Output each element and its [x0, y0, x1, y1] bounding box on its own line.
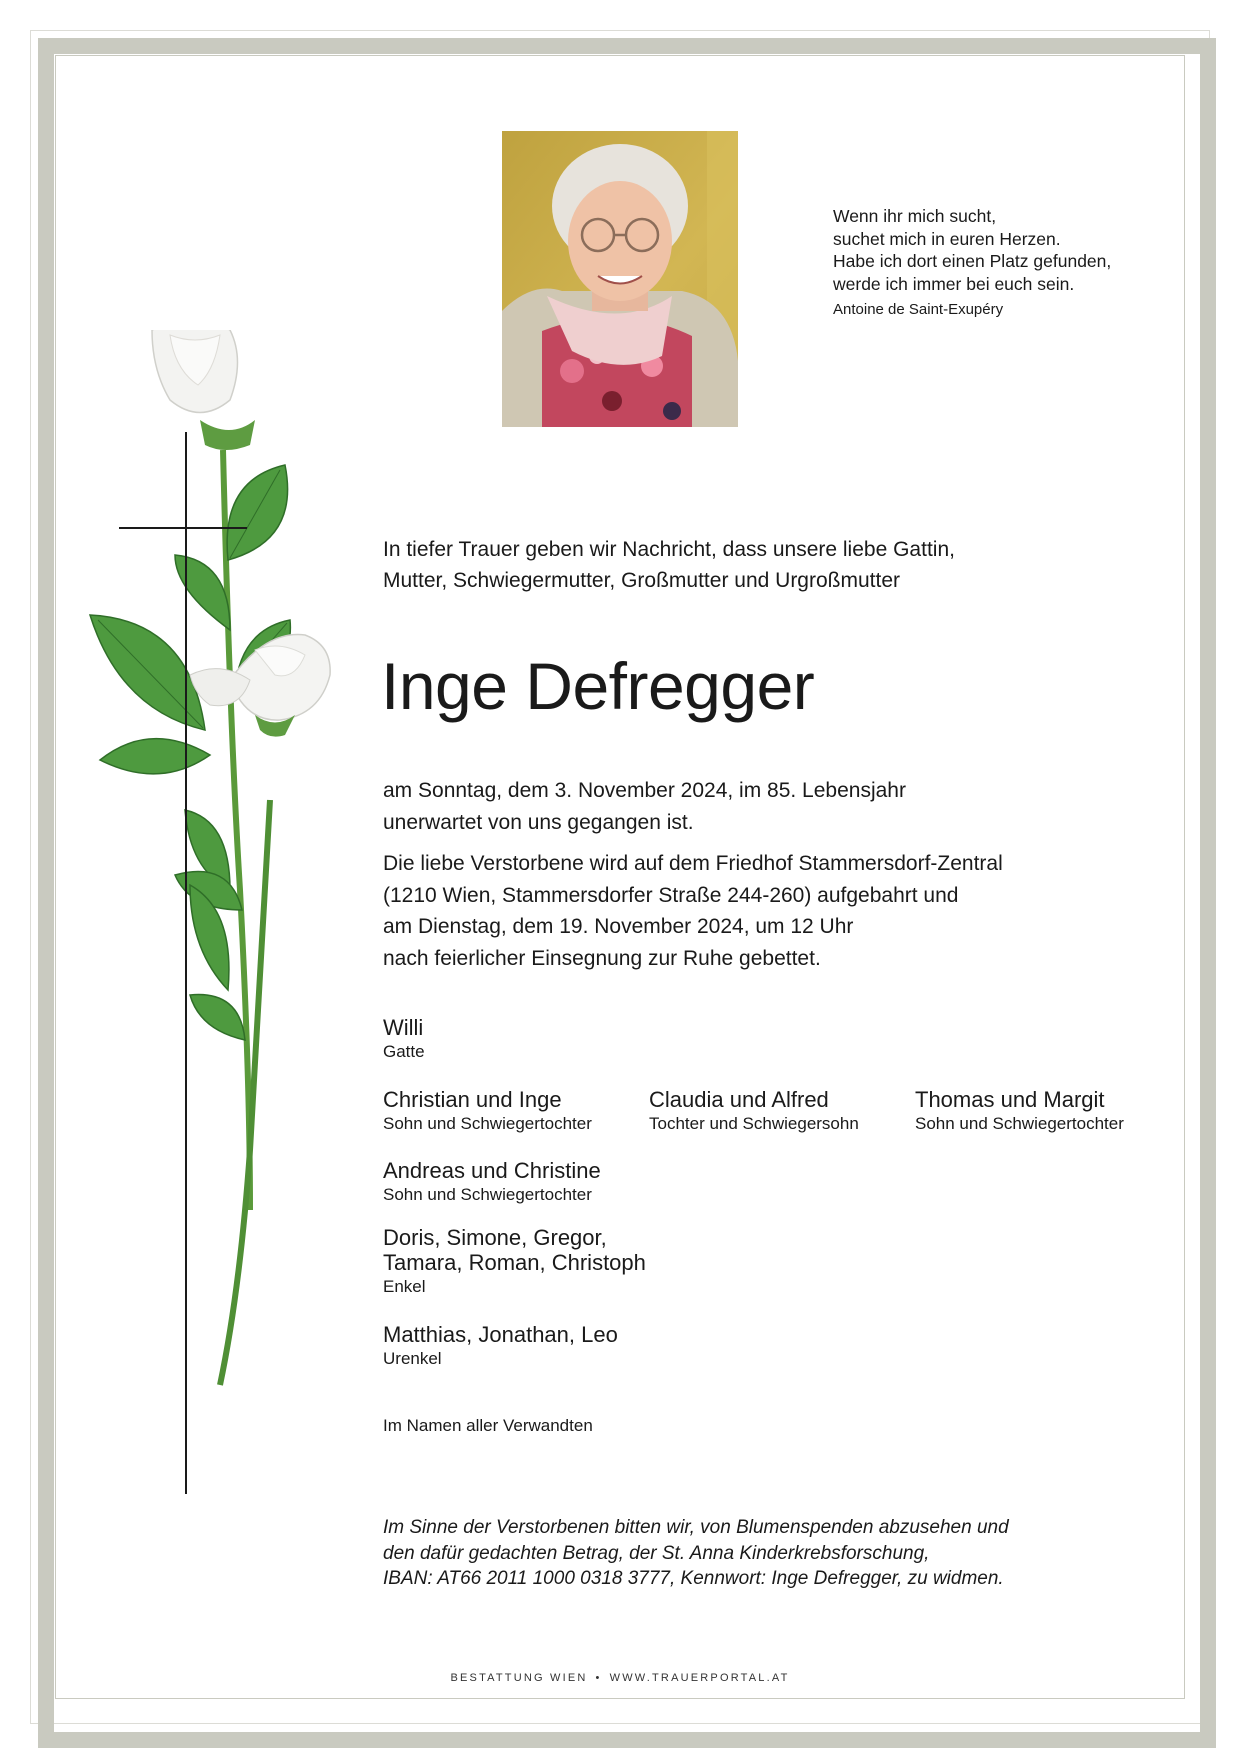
death-notice [383, 775, 906, 839]
quote-block [833, 205, 1111, 322]
mourner-names: Christian und Inge [383, 1087, 562, 1112]
quote-line: Habe ich dort einen Platz gefunden, [833, 251, 1112, 271]
donation-note-line: den dafür gedachten Betrag, der St. Anna Kinderkrebsforschung, [383, 1542, 930, 1564]
intro-line: Mutter, Schwiegermutter, Großmutter und Urgroßmutter [383, 569, 901, 592]
donation-note-line: Im Sinne der Verstorbenen bitten wir, von Blumenspenden abzusehen und [383, 1517, 1009, 1538]
burial-notice-line: Die liebe Verstorbene wird auf dem Friedhof Stammersdorf-Zentral [383, 852, 1003, 875]
footer-company: BESTATTUNG WIEN [450, 1672, 588, 1684]
mourner-entry [383, 1225, 646, 1299]
burial-notice-line: (1210 Wien, Stammersdorfer Straße 244-260) aufgebahrt und [383, 883, 959, 907]
quote-line: suchet mich in euren Herzen. [833, 228, 1061, 249]
mourner-names: Doris, Simone, Gregor, [383, 1225, 607, 1250]
footer-separator: • [595, 1672, 602, 1684]
mourner-relation: Enkel [383, 1277, 426, 1296]
death-notice-line: unerwartet von uns gegangen ist. [383, 811, 694, 834]
mourner-relation: Urenkel [383, 1349, 442, 1368]
white-roses-illustration [80, 330, 360, 1410]
quote-line: werde ich immer bei euch sein. [833, 273, 1075, 294]
donation-note-line: IBAN: AT66 2011 1000 0318 3777, Kennwort: Inge Defregger, zu widmen. [383, 1568, 1004, 1589]
cross-vertical-line [185, 432, 187, 1494]
mourner-entry [383, 1087, 592, 1136]
mourner-names: Andreas und Christine [383, 1158, 601, 1183]
mourner-entry [383, 1015, 425, 1064]
mourner-names: Tamara, Roman, Christoph [383, 1250, 646, 1275]
mourner-names: Matthias, Jonathan, Leo [383, 1322, 618, 1347]
mourner-entry [915, 1087, 1124, 1136]
mourner-entry [383, 1158, 601, 1207]
intro-line: In tiefer Trauer geben wir Nachricht, dass unsere liebe Gattin, [383, 538, 955, 561]
cross-horizontal-line [119, 527, 247, 529]
mourner-relation: Gatte [383, 1042, 425, 1061]
intro-text [383, 534, 955, 596]
quote-line: Wenn ihr mich sucht, [833, 206, 997, 226]
portrait-photo [502, 131, 738, 427]
burial-notice-line: nach feierlicher Einsegnung zur Ruhe gebettet. [383, 946, 821, 970]
donation-note [383, 1515, 1009, 1592]
deceased-name: Inge Defregger [381, 649, 815, 723]
mourner-entry [649, 1087, 859, 1136]
footer [0, 1672, 1240, 1684]
mourner-relation: Tochter und Schwiegersohn [649, 1114, 859, 1133]
mourner-relation: Sohn und Schwiegertochter [383, 1185, 592, 1204]
death-notice-line: am Sonntag, dem 3. November 2024, im 85. Lebensjahr [383, 779, 906, 802]
burial-notice-line: am Dienstag, dem 19. November 2024, um 12 Uhr [383, 915, 854, 938]
mourner-names: Willi [383, 1015, 424, 1040]
quote-author: Antoine de Saint-Exupéry [833, 301, 1004, 318]
footer-website[interactable]: WWW.TRAUERPORTAL.AT [609, 1672, 790, 1684]
closing-line: Im Namen aller Verwandten [383, 1416, 593, 1435]
mourner-relation: Sohn und Schwiegertochter [915, 1114, 1124, 1133]
mourner-names: Claudia und Alfred [649, 1087, 829, 1112]
mourner-relation: Sohn und Schwiegertochter [383, 1114, 592, 1133]
mourner-entry [383, 1322, 618, 1371]
mourner-names: Thomas und Margit [915, 1087, 1105, 1112]
burial-notice [383, 848, 1003, 974]
